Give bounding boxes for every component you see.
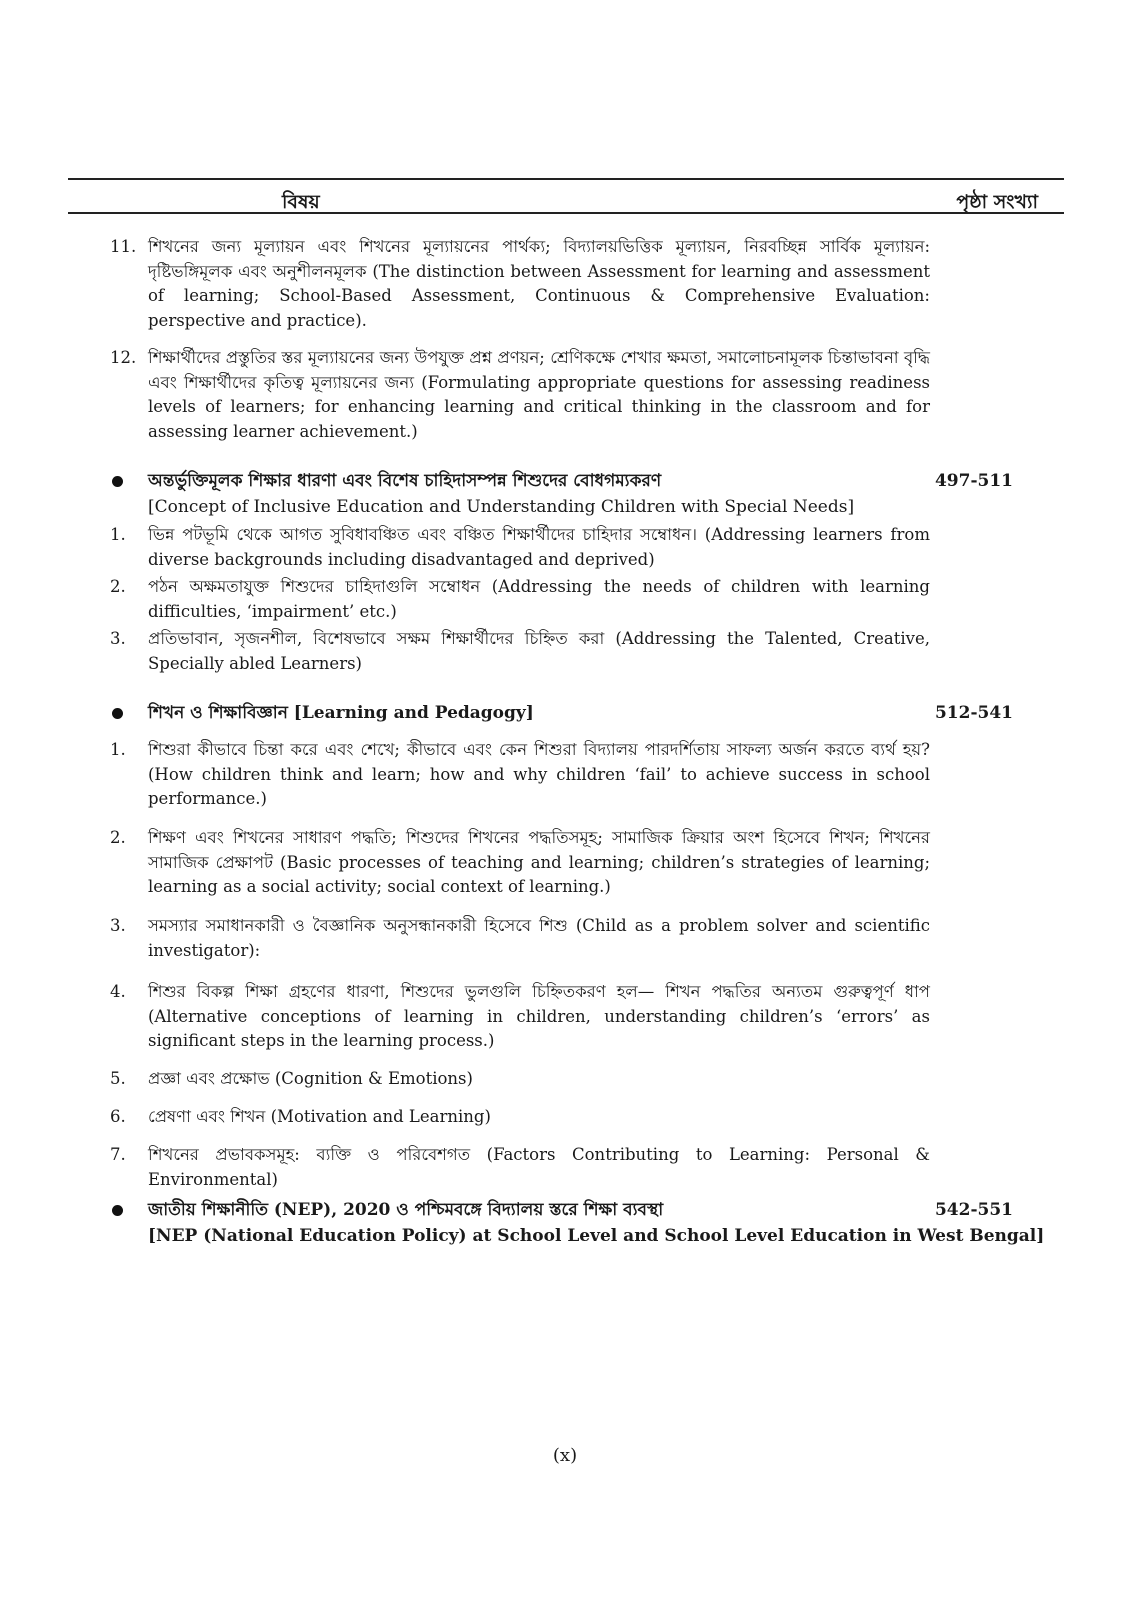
header-bottom-rule [68,212,1064,214]
item-number: 5. [110,1069,126,1088]
item-text: শিখনের প্রভাবকসমূহ: ব্যক্তি ও পরিবেশগত (Factors Contributing to Learning: Personal & Environmental) [148,1145,930,1189]
item-number: 6. [110,1107,126,1126]
item-text: প্রজ্ঞা এবং প্রক্ষোভ (Cognition & Emotions) [148,1069,473,1088]
item-text: ভিন্ন পটভূমি থেকে আগত সুবিধাবঞ্চিত এবং বঞ্চিত শিক্ষার্থীদের চাহিদার সম্বোধন। (Addressing learners from diverse backgrounds including disadvantaged and deprived) [148,525,930,569]
section-page-range: 542-551 [934,1200,1013,1220]
item-number: 2. [110,828,126,847]
bullet-icon [112,476,123,487]
toc-item [110,575,930,624]
toc-item [110,914,930,963]
toc-item [110,826,930,900]
item-number: 3. [110,629,126,648]
toc-item [110,627,930,676]
toc-item [110,738,930,812]
page-number-footer: (x) [552,1445,578,1466]
item-text: প্রেষণা এবং শিখন (Motivation and Learning) [148,1107,491,1126]
section-subtitle: [NEP (National Education Policy) at School Level and School Level Education in West Bengal] [148,1226,1045,1246]
item-number: 3. [110,916,126,935]
item-text: পঠন অক্ষমতাযুক্ত শিশুদের চাহিদাগুলি সম্বোধন (Addressing the needs of children with learning difficulties, ‘impairment’ etc.) [148,577,930,621]
item-number: 1. [110,740,126,759]
item-text: শিশুরা কীভাবে চিন্তা করে এবং শেখে; কীভাবে এবং কেন শিশুরা বিদ্যালয় পারদর্শিতায় সাফল্য অর্জন করতে ব্যর্থ হয়? (How children think and learn; how and why children ‘fail’ to achieve success in school performance.) [148,740,930,808]
item-text: শিশুর বিকল্প শিক্ষা গ্রহণের ধারণা, শিশুদের ভুলগুলি চিহ্নিতকরণ হল— শিখন পদ্ধতির অন্যতম গুরুত্বপূর্ণ ধাপ (Alternative conceptions of learning in children, understanding children’s ‘errors’ as significant steps in the learning process.) [148,982,930,1050]
item-number: 4. [110,982,126,1001]
item-number: 12. [110,348,137,367]
header-top-rule [68,178,1064,180]
bullet-icon [112,1205,123,1216]
toc-item [110,523,930,572]
item-text: শিখনের জন্য মূল্যায়ন এবং শিখনের মূল্যায়নের পার্থক্য; বিদ্যালয়ভিত্তিক মূল্যায়ন, নিরবচ্ছিন্ন সার্বিক মূল্যায়ন: দৃষ্টিভঙ্গিমূলক এবং অনুশীলনমূলক (The distinction between Assessment for learning and assessment of learning; School-Based Assessment, Continuous & Comprehensive Evaluation: perspective and practice). [148,237,930,330]
toc-item [110,346,930,444]
section-title: অন্তর্ভুক্তিমূলক শিক্ষার ধারণা এবং বিশেষ চাহিদাসম্পন্ন শিশুদের বোধগম্যকরণ [148,471,662,491]
toc-section-nep-2020 [110,1197,1065,1249]
toc-item [110,1067,930,1092]
toc-item [110,235,930,333]
section-page-range: 512-541 [934,703,1013,723]
item-text: সমস্যার সমাধানকারী ও বৈজ্ঞানিক অনুসন্ধানকারী হিসেবে শিশু (Child as a problem solver and scientific investigator): [148,916,930,960]
toc-item [110,1105,930,1130]
section-page-range: 497-511 [934,471,1013,491]
item-number: 1. [110,525,126,544]
toc-section-learning-pedagogy [110,700,1065,726]
bullet-icon [112,708,123,719]
item-text: শিক্ষণ এবং শিখনের সাধারণ পদ্ধতি; শিশুদের শিখনের পদ্ধতিসমূহ; সামাজিক ক্রিয়ার অংশ হিসেবে শিখন; শিখনের সামাজিক প্রেক্ষাপট (Basic processes of teaching and learning; children’s strategies of learning; learning as a social activity; social context of learning.) [148,828,930,896]
toc-item [110,980,930,1054]
section-title: জাতীয় শিক্ষানীতি (NEP), 2020 ও পশ্চিমবঙ্গে বিদ্যালয় স্তরে শিক্ষা ব্যবস্থা [148,1200,664,1220]
column-header-page-number: পৃষ্ঠা সংখ্যা [956,191,1038,213]
item-number: 7. [110,1145,126,1164]
column-header-subject: বিষয় [282,191,320,213]
section-subtitle: [Concept of Inclusive Education and Understanding Children with Special Needs] [148,497,855,517]
item-text: প্রতিভাবান, সৃজনশীল, বিশেষভাবে সক্ষম শিক্ষার্থীদের চিহ্নিত করা (Addressing the Talented, Creative, Specially abled Learners) [148,629,930,673]
item-number: 2. [110,577,126,596]
toc-section-inclusive-education [110,468,1065,520]
section-title: শিখন ও শিক্ষাবিজ্ঞান [Learning and Pedagogy] [148,703,534,723]
item-text: শিক্ষার্থীদের প্রস্তুতির স্তর মূল্যায়নের জন্য উপযুক্ত প্রশ্ন প্রণয়ন; শ্রেণিকক্ষে শেখার ক্ষমতা, সমালোচনামূলক চিন্তাভাবনা বৃদ্ধি এবং শিক্ষার্থীদের কৃতিত্ব মূল্যায়নের জন্য (Formulating appropriate questions for assessing readiness levels of learners; for enhancing learning and critical thinking in the classroom and for assessing learner achievement.) [148,348,930,441]
item-number: 11. [110,237,137,256]
toc-item [110,1143,930,1192]
